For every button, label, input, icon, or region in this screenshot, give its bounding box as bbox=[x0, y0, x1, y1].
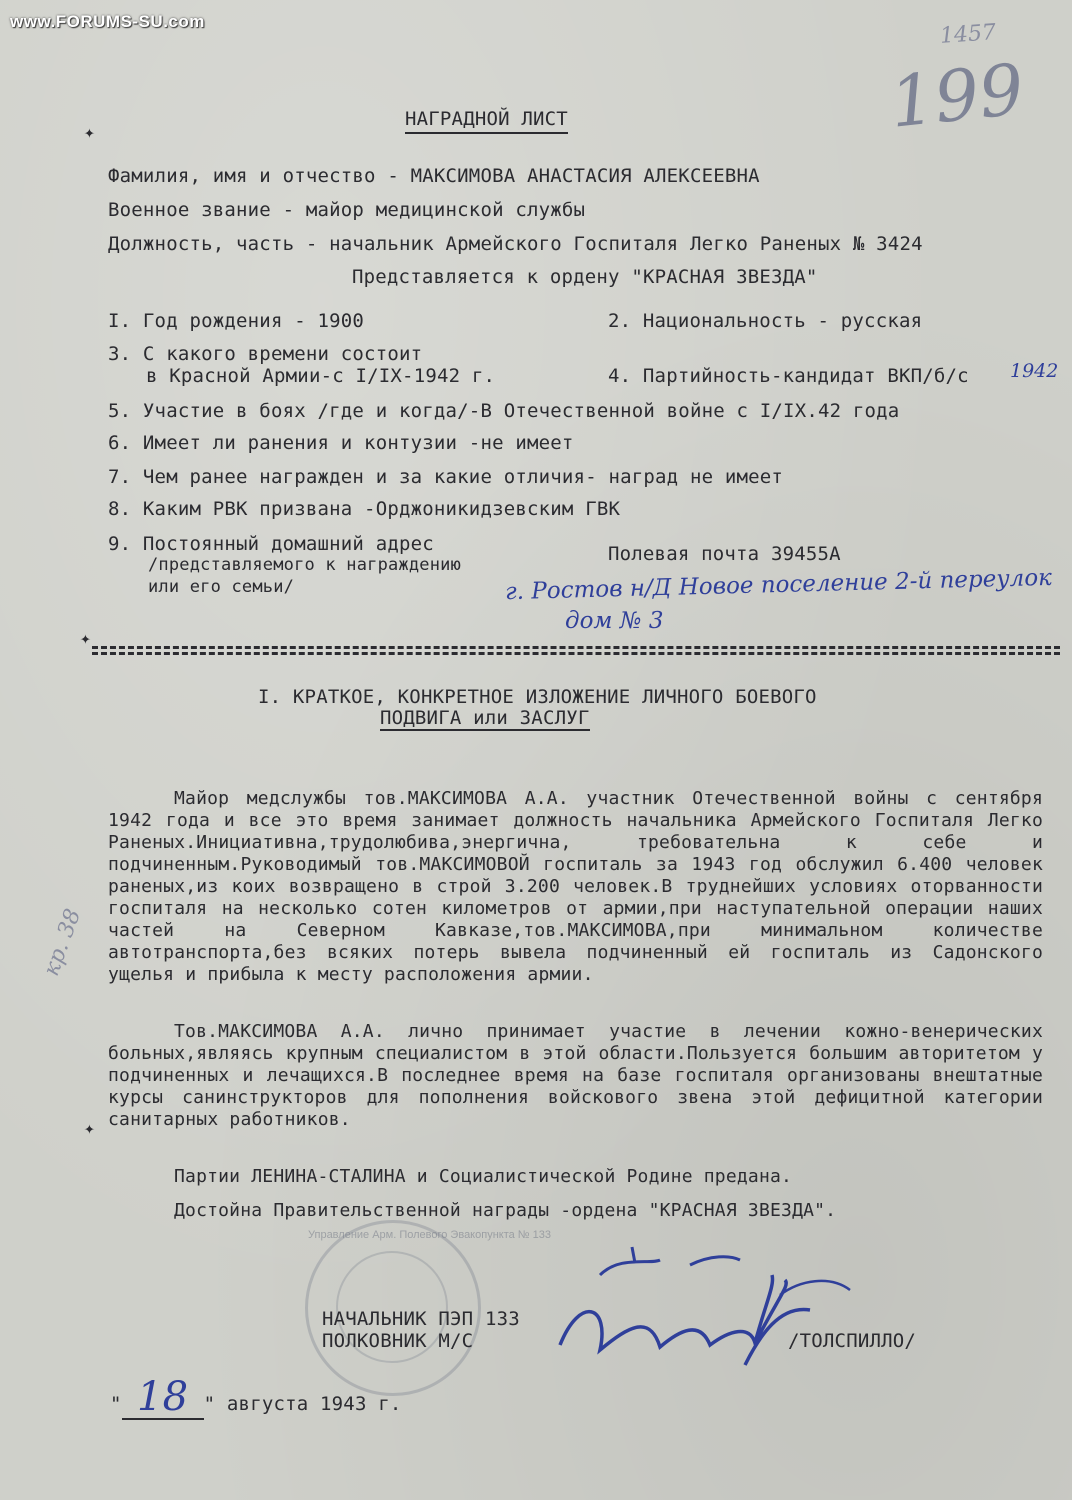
signatory-rank: ПОЛКОВНИК М/С bbox=[322, 1330, 474, 1352]
item-draft-office: 8. Каким РВК призвана -Орджоникидзевским ГВК bbox=[108, 498, 621, 520]
pencil-archive-number: 1457 bbox=[939, 20, 997, 49]
date-line bbox=[110, 1376, 402, 1420]
item-party-year-handwritten: 1942 bbox=[1010, 360, 1059, 382]
item-prior-awards: 7. Чем ранее награжден и за какие отличия- наград не имеет bbox=[108, 466, 784, 488]
date-month-year: " августа 1943 г. bbox=[203, 1393, 402, 1415]
date-day-handwritten: 18 bbox=[122, 1376, 204, 1420]
separator-line-2 bbox=[92, 652, 1060, 655]
document-title: НАГРАДНОЙ ЛИСТ bbox=[405, 108, 568, 134]
signatory-title: НАЧАЛЬНИК ПЭП 133 bbox=[322, 1308, 520, 1330]
item-birth-year: I. Год рождения - 1900 bbox=[108, 310, 365, 332]
merit-paragraph-1: Майор медслужбы тов.МАКСИМОВА А.А. участник Отечественной войны с сентября 1942 года и все это время занимает должность начальника Армейского Госпиталя Легко Раненых.Инициативна,трудолюбива,энергична, требовательна к себе и подчиненным.Руководимый тов.МАКСИМОВОЙ госпиталь за 1943 год обслужил 6.400 человек раненых,из коих возвращено в строй 3.200 человек.В труднейших условиях оторванности госпиталя на несколько сотен километров от армии,при наступательной операции наших частей на Северном Кавказе,тов.МАКСИМОВА,при минимальном количестве автотранспорта,без всяких потерь вывела подчиненный ей госпиталь из Садонского ущелья и прибыла к месту расположения армии. bbox=[108, 788, 1043, 985]
item-wounds: 6. Имеет ли ранения и контузии -не имеет bbox=[108, 432, 574, 454]
section-title-2: ПОДВИГА или ЗАСЛУГ bbox=[380, 707, 590, 729]
section-title: I. КРАТКОЕ, КОНКРЕТНОЕ ИЗЛОЖЕНИЕ ЛИЧНОГО БОЕВОГО bbox=[258, 686, 817, 708]
pencil-sheet-number: 199 bbox=[886, 48, 1028, 144]
signatory-name: /ТОЛСПИЛЛО/ bbox=[788, 1330, 917, 1352]
item-address-label-2: /представляемого к награждению bbox=[148, 555, 462, 575]
seal-text: Управление Арм. Полевого Эвакопункта № 133 bbox=[308, 1229, 551, 1241]
site-watermark: www.FORUMS-SU.com bbox=[10, 12, 205, 31]
item-address-label-3: или его семьи/ bbox=[148, 577, 295, 597]
item-address-label: 9. Постоянный домашний адрес bbox=[108, 533, 434, 555]
conclusion-line: Достойна Правительственной награды -ордена "КРАСНАЯ ЗВЕЗДА". bbox=[174, 1200, 837, 1221]
item-party: 4. Партийность-кандидат ВКП/б/с bbox=[608, 365, 969, 387]
punch-mark-bottom: ✦ bbox=[84, 1118, 95, 1139]
nomination-line: Представляется к ордену "КРАСНАЯ ЗВЕЗДА" bbox=[352, 266, 818, 288]
item-service-since-date: в Красной Армии-с I/IX-1942 г. bbox=[146, 365, 496, 387]
handwritten-address: г. Ростов н/Д Новое поселение 2-й переулок bbox=[504, 564, 1053, 606]
pencil-margin-note: кр. 38 bbox=[39, 905, 87, 980]
rank-line: Военное звание - майор медицинской службы bbox=[108, 199, 586, 221]
item-combat: 5. Участие в боях /где и когда/-В Отечественной войне с I/IX.42 года bbox=[108, 400, 900, 422]
handwritten-signature bbox=[540, 1235, 860, 1385]
handwritten-house-number: дом № 3 bbox=[565, 608, 664, 634]
date-open-quote: " bbox=[110, 1393, 122, 1415]
field-post-number: Полевая почта 39455А bbox=[608, 543, 841, 565]
merit-paragraph-2: Тов.МАКСИМОВА А.А. лично принимает участие в лечении кожно-венерических больных,являясь крупным специалистом в этой области.Пользуется большим авторитетом у подчиненных и лечащихся.В последнее время на базе госпиталя организованы внештатные курсы санинструкторов для пополнения войскового звена этой дефицитной категории санитарных работников. bbox=[108, 1021, 1043, 1130]
item-nationality: 2. Национальность - русская bbox=[608, 310, 923, 332]
item-service-since: 3. С какого времени состоит bbox=[108, 343, 423, 365]
position-line: Должность, часть - начальник Армейского Госпиталя Легко Раненых № 3424 bbox=[108, 233, 923, 255]
punch-mark-middle: ✦ bbox=[80, 628, 91, 649]
separator-line bbox=[92, 646, 1060, 649]
full-name-line: Фамилия, имя и отчество - МАКСИМОВА АНАСТАСИЯ АЛЕКСЕЕВНА bbox=[108, 165, 760, 187]
punch-mark-top: ✦ bbox=[84, 122, 95, 143]
loyalty-line: Партии ЛЕНИНА-СТАЛИНА и Социалистической Родине предана. bbox=[174, 1166, 793, 1187]
